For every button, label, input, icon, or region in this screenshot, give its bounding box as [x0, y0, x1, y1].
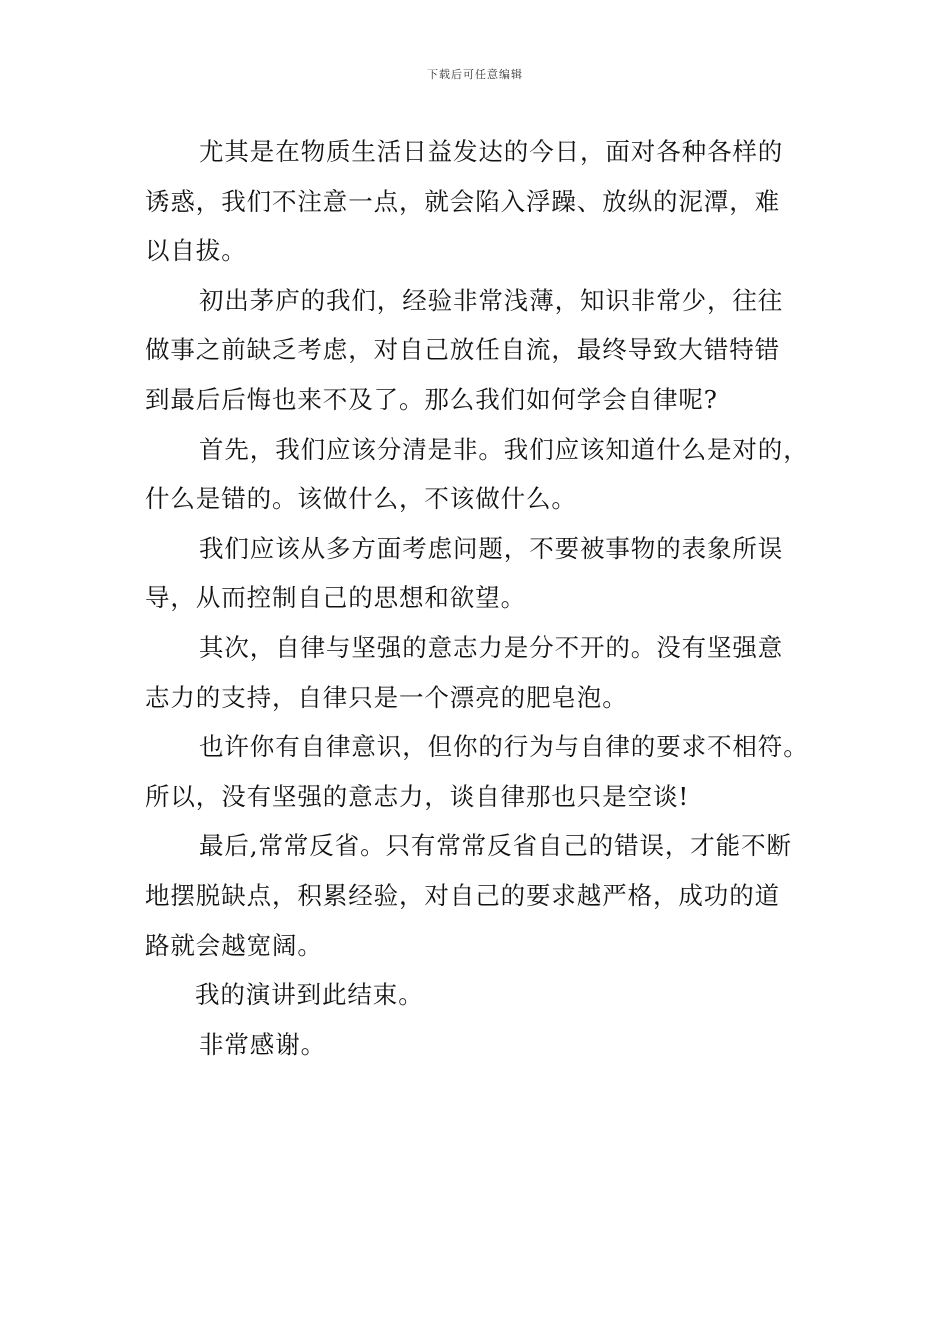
paragraph-line: 志力的支持，自律只是一个漂亮的肥皂泡。: [145, 682, 628, 712]
paragraph-line: 初出茅庐的我们，经验非常浅薄，知识非常少，往往: [199, 285, 784, 315]
paragraph-thanks: [145, 1020, 815, 1070]
paragraph-6: [145, 722, 815, 821]
paragraph-line: 地摆脱缺点，积累经验，对自己的要求越严格，成功的道: [145, 880, 780, 910]
paragraph-4: [145, 524, 815, 623]
paragraph-5: [145, 623, 815, 722]
paragraph-line: 尤其是在物质生活日益发达的今日，面对各种各样的: [199, 137, 784, 166]
paragraph-line: 诱惑，我们不注意一点，就会陷入浮躁、放纵的泥潭，难: [145, 186, 780, 216]
paragraph-7: [145, 821, 815, 970]
paragraph-line: 导，从而控制自己的思想和欲望。: [145, 583, 526, 613]
paragraph-line: 最后,常常反省。只有常常反省自己的错误，才能不断: [199, 831, 792, 861]
paragraph-1: [145, 127, 815, 276]
paragraph-line: 我的演讲到此结束。: [195, 980, 424, 1010]
paragraph-line: 首先，我们应该分清是非。我们应该知道什么是对的，: [199, 434, 809, 464]
paragraph-2: [145, 276, 815, 425]
paragraph-line: 非常感谢。: [199, 1029, 326, 1059]
paragraph-closing: [145, 970, 815, 1020]
paragraph-line: 路就会越宽阔。: [145, 930, 323, 960]
paragraph-3: [145, 425, 815, 524]
paragraph-line: 到最后后悔也来不及了。那么我们如何学会自律呢?: [145, 384, 718, 414]
paragraph-line: 所以，没有坚强的意志力，谈自律那也只是空谈!: [145, 781, 690, 811]
paragraph-line: 也许你有自律意识，但你的行为与自律的要求不相符。: [199, 732, 809, 762]
page-header: 下载后可任意编辑: [427, 68, 523, 81]
paragraph-line: 我们应该从多方面考虑问题，不要被事物的表象所误: [199, 533, 784, 563]
paragraph-line: 做事之前缺乏考虑，对自己放任自流，最终导致大错特错: [145, 335, 780, 365]
paragraph-line: 以自拔。: [145, 236, 247, 266]
document-body: [145, 127, 815, 1069]
paragraph-line: 什么是错的。该做什么，不该做什么。: [145, 484, 577, 514]
paragraph-line: 其次，自律与坚强的意志力是分不开的。没有坚强意: [199, 632, 784, 662]
